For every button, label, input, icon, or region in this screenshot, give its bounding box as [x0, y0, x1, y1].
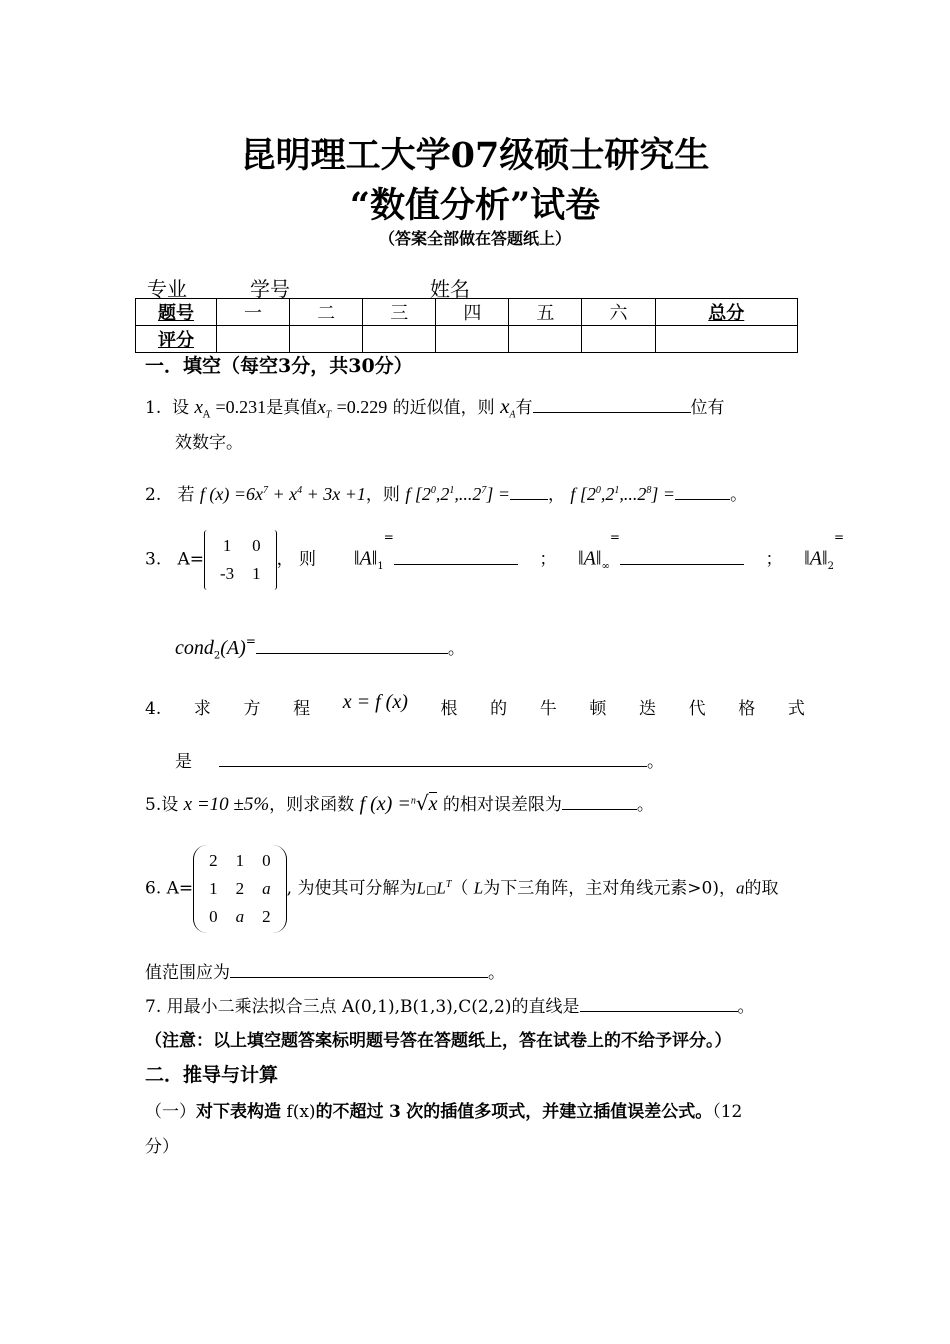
- q4-char: 代: [688, 699, 706, 719]
- q6-l: L: [436, 878, 446, 898]
- q1-var-xt: x: [317, 397, 326, 418]
- s2-text: （12: [712, 1102, 743, 1122]
- q6-text: 为下三角阵，主对角线元素>0)，: [483, 878, 736, 899]
- q6-sup: T: [445, 878, 452, 890]
- q5-text: ，则求函数: [269, 795, 355, 815]
- q2-diff1: [405, 484, 510, 504]
- matrix-cell: 2: [209, 851, 218, 870]
- q3-text: 。: [447, 639, 465, 659]
- q2-d-part: f [2: [405, 484, 431, 504]
- q3-eq: =: [383, 530, 394, 544]
- q6-text: （: [451, 878, 469, 899]
- matrix-cell: 0: [209, 907, 218, 926]
- student-id-label: 学号: [250, 277, 290, 301]
- q2-d-exp: 0: [430, 485, 436, 496]
- question-3-cond: [175, 634, 465, 661]
- score-col-1: 一: [217, 299, 290, 326]
- q2-text: ，: [548, 485, 565, 505]
- score-col-5: 五: [509, 299, 582, 326]
- q7-text: 。: [737, 997, 755, 1017]
- question-6-cont: [145, 958, 505, 983]
- q6-l: L: [416, 878, 426, 898]
- matrix-cell: 0: [262, 851, 271, 870]
- q3-norm-sub: ∞: [601, 560, 610, 572]
- q6-matrix: [193, 845, 287, 933]
- q2-diff2: [570, 484, 675, 504]
- name-label: 姓名: [430, 277, 470, 301]
- answer-note: （答案全部做在答题纸上）: [378, 229, 571, 248]
- q4-char: 求: [193, 699, 211, 719]
- s2-text: 3: [388, 1102, 401, 1122]
- q1-text: 是真值: [266, 398, 318, 418]
- q3-answer-blank-2[interactable]: [620, 547, 744, 565]
- matrix-cell: a: [235, 907, 245, 926]
- q1-number: 1.: [145, 398, 162, 418]
- q4-char: 式: [787, 699, 805, 719]
- section2-problem-1: [145, 1097, 742, 1122]
- q1-xa-value: =0.231: [215, 397, 267, 417]
- q3-cond: cond: [175, 637, 214, 659]
- q2-d-exp: 0: [595, 485, 601, 496]
- section2-problem-1-cont: 分）: [145, 1137, 179, 1157]
- q3-text: A=: [177, 549, 204, 570]
- score-cell[interactable]: [509, 326, 582, 353]
- question-6: [145, 845, 778, 933]
- q5-number: 5.: [145, 795, 162, 815]
- q3-norm-1: ‖A‖: [353, 547, 378, 570]
- q1-text: 有: [515, 398, 533, 418]
- q3-eq: =: [833, 530, 845, 544]
- s2-text: 对下表构造: [196, 1102, 281, 1122]
- q3-number: 3.: [145, 549, 162, 570]
- fill-in-note: （注意：以上填空题答案标明题号答在答题纸上，答在试卷上的不给予评分。）: [145, 1031, 732, 1051]
- page-title: 昆明理工大学07级硕士研究生: [240, 135, 710, 176]
- q3-text: ， 则: [276, 549, 317, 570]
- q2-function: [200, 484, 366, 504]
- question-number-label: 题号: [136, 299, 217, 326]
- q1-text: 的近似值，则: [392, 398, 495, 418]
- matrix-cell: 0: [252, 536, 261, 555]
- score-cell[interactable]: [582, 326, 655, 353]
- score-table-score-row: [136, 326, 798, 353]
- q6-text: 的取: [744, 878, 779, 899]
- q1-xt-value: =0.229: [336, 397, 388, 417]
- matrix-cell: 1: [222, 536, 232, 555]
- q3-norm-sub: 1: [377, 560, 384, 572]
- q4-char: 顿: [589, 699, 607, 719]
- question-1-cont: 效数字。: [175, 433, 243, 453]
- q3-matrix: [204, 530, 277, 590]
- q3-answer-blank-4[interactable]: [256, 636, 448, 654]
- matrix-cell: 1: [235, 851, 245, 870]
- q5-answer-blank[interactable]: [562, 792, 637, 810]
- q6-text: A=: [166, 878, 194, 899]
- q3-cond-sub: 2: [213, 650, 221, 662]
- q4-char: 程: [293, 699, 311, 719]
- matrix-cell: 2: [235, 879, 245, 898]
- q2-f-part: + x: [267, 484, 298, 504]
- score-cell[interactable]: [655, 326, 797, 353]
- q2-exp: 4: [297, 485, 303, 496]
- question-2: [145, 480, 747, 505]
- q5-text: 的相对误差限为: [442, 795, 562, 815]
- score-col-2: 二: [290, 299, 363, 326]
- q1-sub-t: T: [325, 409, 332, 421]
- q2-number: 2.: [145, 485, 162, 505]
- score-table: [135, 298, 798, 353]
- q2-d-part: f [2: [570, 484, 596, 504]
- matrix-cell: -3: [219, 564, 235, 583]
- q6-text: , 为使其可分解为: [286, 878, 417, 899]
- q2-exp: 7: [262, 485, 268, 496]
- q4-text: 是: [175, 752, 192, 772]
- q1-var-xa2: x: [500, 394, 510, 418]
- q4-char: 牛: [539, 699, 557, 719]
- q3-eq: =: [609, 530, 620, 544]
- q2-answer-blank-2[interactable]: [675, 482, 730, 500]
- q2-text: ，则: [365, 485, 400, 505]
- q2-d-exp: 1: [614, 485, 620, 496]
- q4-char: 格: [738, 699, 756, 719]
- score-col-4: 四: [436, 299, 509, 326]
- section2-heading: 二．推导与计算: [145, 1064, 279, 1086]
- q2-answer-blank-1[interactable]: [510, 482, 548, 500]
- radical-icon: √: [415, 791, 429, 815]
- matrix-cell: a: [262, 879, 271, 898]
- q1-sub-a2: A: [509, 409, 516, 421]
- s2-text: （一）: [145, 1102, 196, 1122]
- q4-equation: x = f (x): [342, 691, 408, 713]
- q7-answer-blank[interactable]: [580, 994, 738, 1012]
- q2-text: 。: [730, 485, 748, 505]
- s2-text: f(x): [281, 1102, 316, 1122]
- matrix-cell: 2: [262, 907, 271, 926]
- q2-text: 若: [177, 485, 195, 505]
- question-3: [145, 530, 844, 590]
- matrix-cell: 1: [209, 879, 218, 898]
- question-4-cont: [175, 747, 664, 772]
- question-1: [145, 393, 725, 420]
- q6-a: a: [735, 878, 745, 898]
- q3-text: ；: [765, 549, 783, 570]
- q3-norm-2: ‖A‖: [804, 547, 828, 570]
- score-label: 评分: [136, 326, 217, 353]
- q2-d-part: ,2: [600, 484, 615, 504]
- q2-d-part: ,...2: [619, 484, 647, 504]
- s2-text: 次的插值多项式，并建立插值误差公式。: [406, 1102, 713, 1122]
- q1-text: 设: [172, 398, 190, 418]
- q3-answer-blank-1[interactable]: [394, 547, 518, 565]
- section1-heading: 一．填空（每空3分，共30分）: [145, 355, 413, 377]
- q3-cond-arg: (A): [220, 637, 246, 659]
- major-label: 专业: [147, 277, 187, 301]
- q2-f-part: + 3x +1: [302, 484, 366, 504]
- q1-answer-blank[interactable]: [533, 395, 691, 413]
- q2-d-exp: 1: [449, 485, 455, 496]
- score-col-3: 三: [363, 299, 436, 326]
- q2-d-part: ,2: [435, 484, 450, 504]
- q1-text: 位有: [690, 398, 725, 418]
- q6-number: 6.: [145, 878, 162, 899]
- q3-norm-inf: ‖A‖: [578, 547, 602, 570]
- q4-answer-blank[interactable]: [219, 749, 647, 767]
- question-7: [145, 992, 755, 1017]
- q2-d-exp: 7: [481, 485, 487, 496]
- q2-d-exp: 8: [646, 485, 652, 496]
- q6-text: 。: [488, 963, 505, 983]
- q6-answer-blank[interactable]: [230, 960, 488, 978]
- q4-char: 迭: [639, 699, 656, 719]
- q3-text: ；: [539, 549, 557, 570]
- question-4: [145, 691, 805, 720]
- q4-char: 的: [490, 699, 508, 719]
- q5-text: 设: [161, 795, 179, 815]
- q5-root-arg: x: [428, 793, 438, 815]
- q5-x-value: x =10 ±5%: [183, 794, 270, 815]
- score-cell[interactable]: [436, 326, 509, 353]
- score-cell[interactable]: [290, 326, 363, 353]
- q5-text: 。: [636, 795, 654, 815]
- q4-number: 4.: [145, 699, 162, 719]
- q6-l: L: [473, 878, 484, 898]
- page-subtitle-title: “数值分析”试卷: [349, 185, 601, 226]
- matrix-cell: 1: [252, 564, 261, 583]
- q4-char: 方: [243, 699, 261, 719]
- q1-sub-a: A: [202, 409, 211, 421]
- q6-box: □: [425, 883, 437, 897]
- score-table-header-row: [136, 299, 798, 326]
- score-col-6: 六: [582, 299, 655, 326]
- question-5: [145, 790, 654, 816]
- q2-d-part: ,...2: [454, 484, 482, 504]
- q4-char: 根: [440, 699, 458, 719]
- score-cell[interactable]: [363, 326, 436, 353]
- q3-eq: =: [245, 634, 256, 648]
- s2-text: 的不超过: [315, 1102, 384, 1122]
- q7-text: 7. 用最小二乘法拟合三点 A(0,1),B(1,3),C(2,2)的直线是: [145, 997, 580, 1017]
- q5-function: f (x) =: [359, 793, 411, 815]
- q4-text: 。: [647, 752, 665, 772]
- q3-norm-sub: 2: [827, 560, 834, 572]
- q1-var-xa: x: [194, 397, 203, 418]
- total-score-label: 总分: [655, 299, 797, 326]
- q5-root-index: n: [410, 795, 416, 807]
- score-cell[interactable]: [217, 326, 290, 353]
- q2-d-part: ] =: [651, 484, 676, 504]
- q2-f-part: f (x) =6x: [199, 484, 263, 504]
- q2-d-part: ] =: [486, 484, 510, 504]
- q6-text: 值范围应为: [145, 963, 230, 983]
